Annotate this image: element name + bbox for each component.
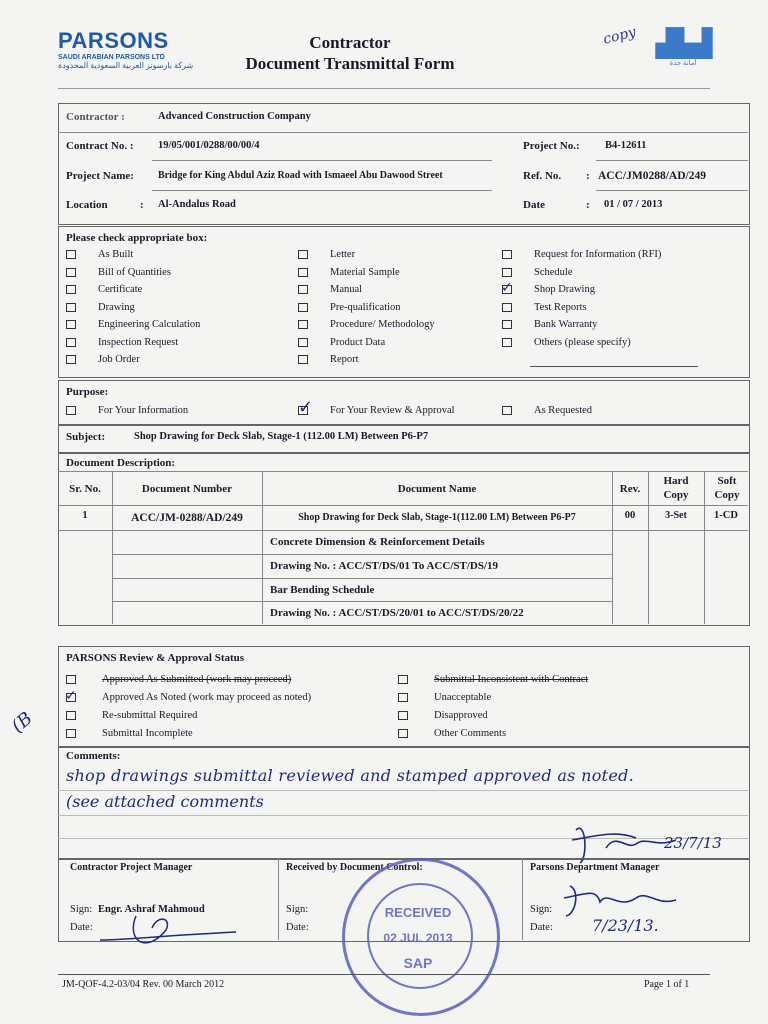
- sig-col1-sign-value: Engr. Ashraf Mahmoud: [98, 904, 205, 915]
- col-divider: [278, 858, 279, 940]
- checkbox[interactable]: [502, 406, 512, 415]
- sig-col2-date-label: Date:: [286, 922, 309, 933]
- checkbox[interactable]: [66, 711, 76, 720]
- purpose-option: [66, 405, 188, 416]
- comment-line-2: (see attached comments: [66, 792, 264, 811]
- title-line-2: Document Transmittal Form: [245, 54, 455, 73]
- amanah-label: أمانة جدة: [669, 59, 697, 67]
- sub-row-4: Drawing No. : ACC/ST/DS/20/01 to ACC/ST/DS/20/22: [270, 607, 524, 619]
- sig-col2-sign-label: Sign:: [286, 904, 309, 915]
- checkbox[interactable]: [66, 338, 76, 347]
- checkbox[interactable]: [298, 320, 308, 329]
- col-divider: [704, 471, 705, 624]
- col-header-hard-copy: Hard Copy: [663, 475, 689, 501]
- check-mark-icon: ✓: [298, 397, 314, 418]
- checkbox-option: [298, 319, 435, 330]
- checkbox[interactable]: [66, 406, 76, 415]
- checkbox-label: Material Sample: [330, 266, 400, 278]
- checkbox[interactable]: [398, 675, 408, 684]
- checkbox-label: Shop Drawing: [534, 284, 595, 295]
- sig-col3-sign-label: Sign:: [530, 904, 553, 915]
- purpose-box: [58, 380, 750, 426]
- purpose-label: As Requested: [534, 405, 593, 416]
- checkbox[interactable]: [66, 675, 76, 684]
- review-label: Other Comments: [434, 728, 507, 739]
- header-divider: [58, 88, 710, 89]
- review-label: Disapproved: [434, 710, 488, 721]
- checkbox[interactable]: [298, 303, 308, 312]
- checkbox-label: Schedule: [534, 266, 573, 278]
- checkbox-option: [66, 249, 133, 260]
- checkbox-option: [298, 249, 355, 260]
- row-doc-number: ACC/JM-0288/AD/249: [131, 512, 243, 524]
- comment-line: [58, 815, 748, 816]
- checkbox-label: Engineering Calculation: [98, 319, 201, 330]
- purpose-label: For Your Information: [98, 405, 189, 416]
- checkbox[interactable]: [501, 280, 513, 296]
- checkbox-option: [66, 267, 171, 278]
- amanah-mark-icon: ▟▙▟: [656, 28, 710, 58]
- divider: [58, 132, 748, 133]
- doc-description-heading: Document Description:: [66, 457, 176, 469]
- review-option: [66, 674, 291, 685]
- review-option: [66, 710, 197, 721]
- contract-no-label: Contract No. :: [66, 140, 134, 152]
- checkbox-option: [66, 284, 142, 295]
- checkbox-option: [501, 280, 595, 296]
- divider: [112, 578, 612, 579]
- sub-row-2: Drawing No. : ACC/ST/DS/01 To ACC/ST/DS/19: [270, 560, 498, 572]
- checkbox-option: [298, 354, 359, 365]
- checkbox-option: [298, 302, 401, 313]
- divider: [152, 190, 492, 191]
- checkbox[interactable]: [398, 711, 408, 720]
- review-label: Approved As Submitted (work may proceed): [102, 674, 292, 685]
- checkbox[interactable]: [66, 285, 76, 294]
- checkbox-option: [298, 284, 362, 295]
- subject-label: Subject:: [66, 431, 106, 443]
- review-option: [65, 688, 312, 704]
- purpose-option: [502, 405, 592, 416]
- checkbox-label: Test Reports: [534, 301, 587, 313]
- checkbox-option: [66, 354, 140, 365]
- row-rev: 00: [624, 510, 636, 521]
- divider: [58, 530, 748, 531]
- logo-subtitle: SAUDI ARABIAN PARSONS LTD: [58, 54, 165, 61]
- review-label: Approved As Noted (work may proceed as noted): [102, 692, 312, 703]
- checkbox[interactable]: [502, 303, 512, 312]
- col-divider: [648, 471, 649, 624]
- checkbox[interactable]: [66, 250, 76, 259]
- review-label: Re-submittal Required: [102, 710, 198, 721]
- checkbox-label: Pre-qualification: [330, 301, 401, 313]
- col-header-soft-copy: Soft Copy: [714, 475, 740, 501]
- reviewer-date: 23/7/13: [664, 834, 722, 852]
- sig-col2-title: Received by Document Control:: [286, 862, 423, 873]
- checkbox-option: [502, 267, 573, 278]
- checkbox-option: [66, 302, 135, 313]
- logo-arabic-text: شركة بارسونز العربية السعودية المحدودة: [58, 61, 194, 70]
- checkbox[interactable]: [502, 320, 512, 329]
- checkbox[interactable]: [502, 250, 512, 259]
- review-label: Submittal Incomplete: [102, 728, 193, 739]
- sig-col1-date-label: Date:: [70, 922, 93, 933]
- stamp-line-1: RECEIVED: [384, 905, 452, 920]
- location-colon: :: [140, 199, 144, 211]
- parsons-logo: [58, 28, 193, 70]
- project-no-value: B4-12611: [605, 140, 647, 151]
- sub-row-3: Bar Bending Schedule: [270, 584, 375, 596]
- sub-row-1: Concrete Dimension & Reinforcement Details: [270, 536, 485, 548]
- checkbox-label: As Built: [98, 249, 134, 260]
- footer-page-number: Page 1 of 1: [644, 979, 690, 990]
- amanah-logo: [654, 28, 712, 67]
- check-heading: Please check appropriate box:: [66, 232, 208, 244]
- sig-col1-sign-label: Sign:: [70, 904, 93, 915]
- checkbox[interactable]: [298, 285, 308, 294]
- checkbox[interactable]: [298, 397, 314, 418]
- checkbox[interactable]: [66, 303, 76, 312]
- checkbox[interactable]: [66, 355, 76, 364]
- checkbox[interactable]: [66, 320, 76, 329]
- checkbox[interactable]: [502, 268, 512, 277]
- divider: [58, 505, 748, 506]
- ref-no-colon: :: [586, 170, 590, 182]
- location-label: Location: [66, 199, 108, 211]
- purpose-option: [298, 397, 455, 418]
- divider: [112, 554, 612, 555]
- comments-label: Comments:: [66, 750, 121, 762]
- project-no-label: Project No.:: [523, 140, 580, 152]
- check-mark-icon: ✓: [65, 688, 77, 704]
- date-value: 01 / 07 / 2013: [604, 199, 663, 210]
- divider: [596, 160, 748, 161]
- col-header-sr-no: Sr. No.: [69, 483, 101, 495]
- review-option: [66, 728, 193, 739]
- sig-col3-date-label: Date:: [530, 922, 553, 933]
- comment-line-1: shop drawings submittal reviewed and stamped approved as noted.: [66, 766, 635, 785]
- review-label: Submittal Inconsistent with Contract: [434, 674, 589, 685]
- subject-value: Shop Drawing for Deck Slab, Stage-1 (112.00 LM) Between P6-P7: [134, 431, 429, 442]
- manager-signature: [556, 880, 686, 920]
- checkbox-option: [298, 337, 385, 348]
- checkbox-label: Job Order: [98, 354, 140, 365]
- check-mark-icon: ✓: [501, 280, 513, 296]
- project-name-value: Bridge for King Abdul Aziz Road with Ismaeel Abu Dawood Street: [158, 170, 443, 181]
- row-sr-no: 1: [82, 510, 88, 521]
- checkbox-option: [66, 337, 178, 348]
- comment-line: [58, 790, 748, 791]
- checkbox[interactable]: [298, 250, 308, 259]
- contract-no-value: 19/05/001/0288/00/00/4: [158, 140, 260, 151]
- checkbox[interactable]: [298, 268, 308, 277]
- divider: [58, 471, 748, 472]
- checkbox-label: Drawing: [98, 301, 135, 313]
- sig-col3-title: Parsons Department Manager: [530, 862, 660, 873]
- checkbox-label: Request for Information (RFI): [534, 249, 662, 260]
- project-name-label: Project Name:: [66, 170, 134, 182]
- checkbox-label: Certificate: [98, 284, 143, 295]
- contractor-label: Contractor :: [66, 111, 125, 123]
- footer-form-code: JM-QOF-4.2-03/04 Rev. 00 March 2012: [62, 979, 225, 990]
- checkbox-option: [66, 319, 200, 330]
- col-header-doc-number: Document Number: [141, 483, 233, 495]
- stamp-line-3: SAP: [403, 955, 433, 971]
- margin-initials: (B: [7, 707, 37, 738]
- divider: [112, 601, 612, 602]
- checkbox-option: [502, 337, 631, 348]
- date-label: Date: [523, 199, 545, 211]
- checkbox-label: Procedure/ Methodology: [330, 319, 435, 330]
- review-option: [398, 710, 488, 721]
- checkbox-label: Product Data: [330, 336, 386, 348]
- checkbox-option: [502, 319, 597, 330]
- sig-col3-date-value: 7/23/13.: [592, 916, 659, 935]
- divider: [596, 190, 748, 191]
- col-divider: [522, 858, 523, 940]
- checkbox-label: Bank Warranty: [534, 319, 598, 330]
- review-label: Unacceptable: [434, 692, 492, 703]
- col-header-rev: Rev.: [619, 483, 641, 495]
- checkbox[interactable]: [398, 729, 408, 738]
- divider: [152, 160, 492, 161]
- checkbox-label: Others (please specify): [534, 336, 631, 348]
- purpose-label: For Your Review & Approval: [330, 405, 455, 416]
- review-option: [398, 674, 588, 685]
- row-doc-name: Shop Drawing for Deck Slab, Stage-1(112.00 LM) Between P6-P7: [298, 512, 576, 523]
- title-line-1: Contractor: [309, 33, 391, 52]
- contractor-value: Advanced Construction Company: [158, 111, 311, 122]
- review-option: [398, 728, 506, 739]
- review-heading: PARSONS Review & Approval Status: [66, 652, 245, 664]
- checkbox-label: Report: [330, 354, 359, 365]
- ref-no-value: ACC/JM0288/AD/249: [598, 170, 706, 182]
- checkbox[interactable]: [398, 693, 408, 702]
- checkbox-option: [298, 267, 400, 278]
- checkbox-label: Bill of Quantities: [98, 266, 171, 278]
- contractor-signature: [96, 910, 246, 960]
- logo-text: PARSONS: [58, 28, 169, 53]
- purpose-heading: Purpose:: [66, 386, 109, 398]
- received-stamp: [342, 858, 500, 1016]
- footer-divider: [58, 974, 710, 975]
- checkbox[interactable]: [66, 268, 76, 277]
- date-colon: :: [586, 199, 590, 211]
- checkbox-label: Manual: [330, 284, 363, 295]
- row-soft-copy: 1-CD: [714, 510, 738, 521]
- checkbox-option: [502, 249, 661, 260]
- checkbox[interactable]: [66, 729, 76, 738]
- checkbox-option: [502, 302, 587, 313]
- sig-col1-title: Contractor Project Manager: [70, 862, 193, 873]
- checkbox[interactable]: [65, 688, 77, 704]
- checkbox[interactable]: [298, 355, 308, 364]
- checkbox[interactable]: [298, 338, 308, 347]
- others-specify-line: [530, 366, 698, 367]
- location-value: Al-Andalus Road: [158, 199, 236, 210]
- ref-no-label: Ref. No.: [523, 170, 562, 182]
- form-title: [220, 32, 480, 74]
- checkbox[interactable]: [502, 338, 512, 347]
- handwritten-copy-note: copy: [601, 24, 638, 48]
- checkbox-label: Inspection Request: [98, 336, 179, 348]
- col-header-doc-name: Document Name: [397, 483, 477, 495]
- checkbox-label: Letter: [330, 249, 356, 260]
- stamp-line-2: 02 JUL 2013: [383, 931, 453, 945]
- review-option: [398, 692, 491, 703]
- row-hard-copy: 3-Set: [665, 510, 687, 521]
